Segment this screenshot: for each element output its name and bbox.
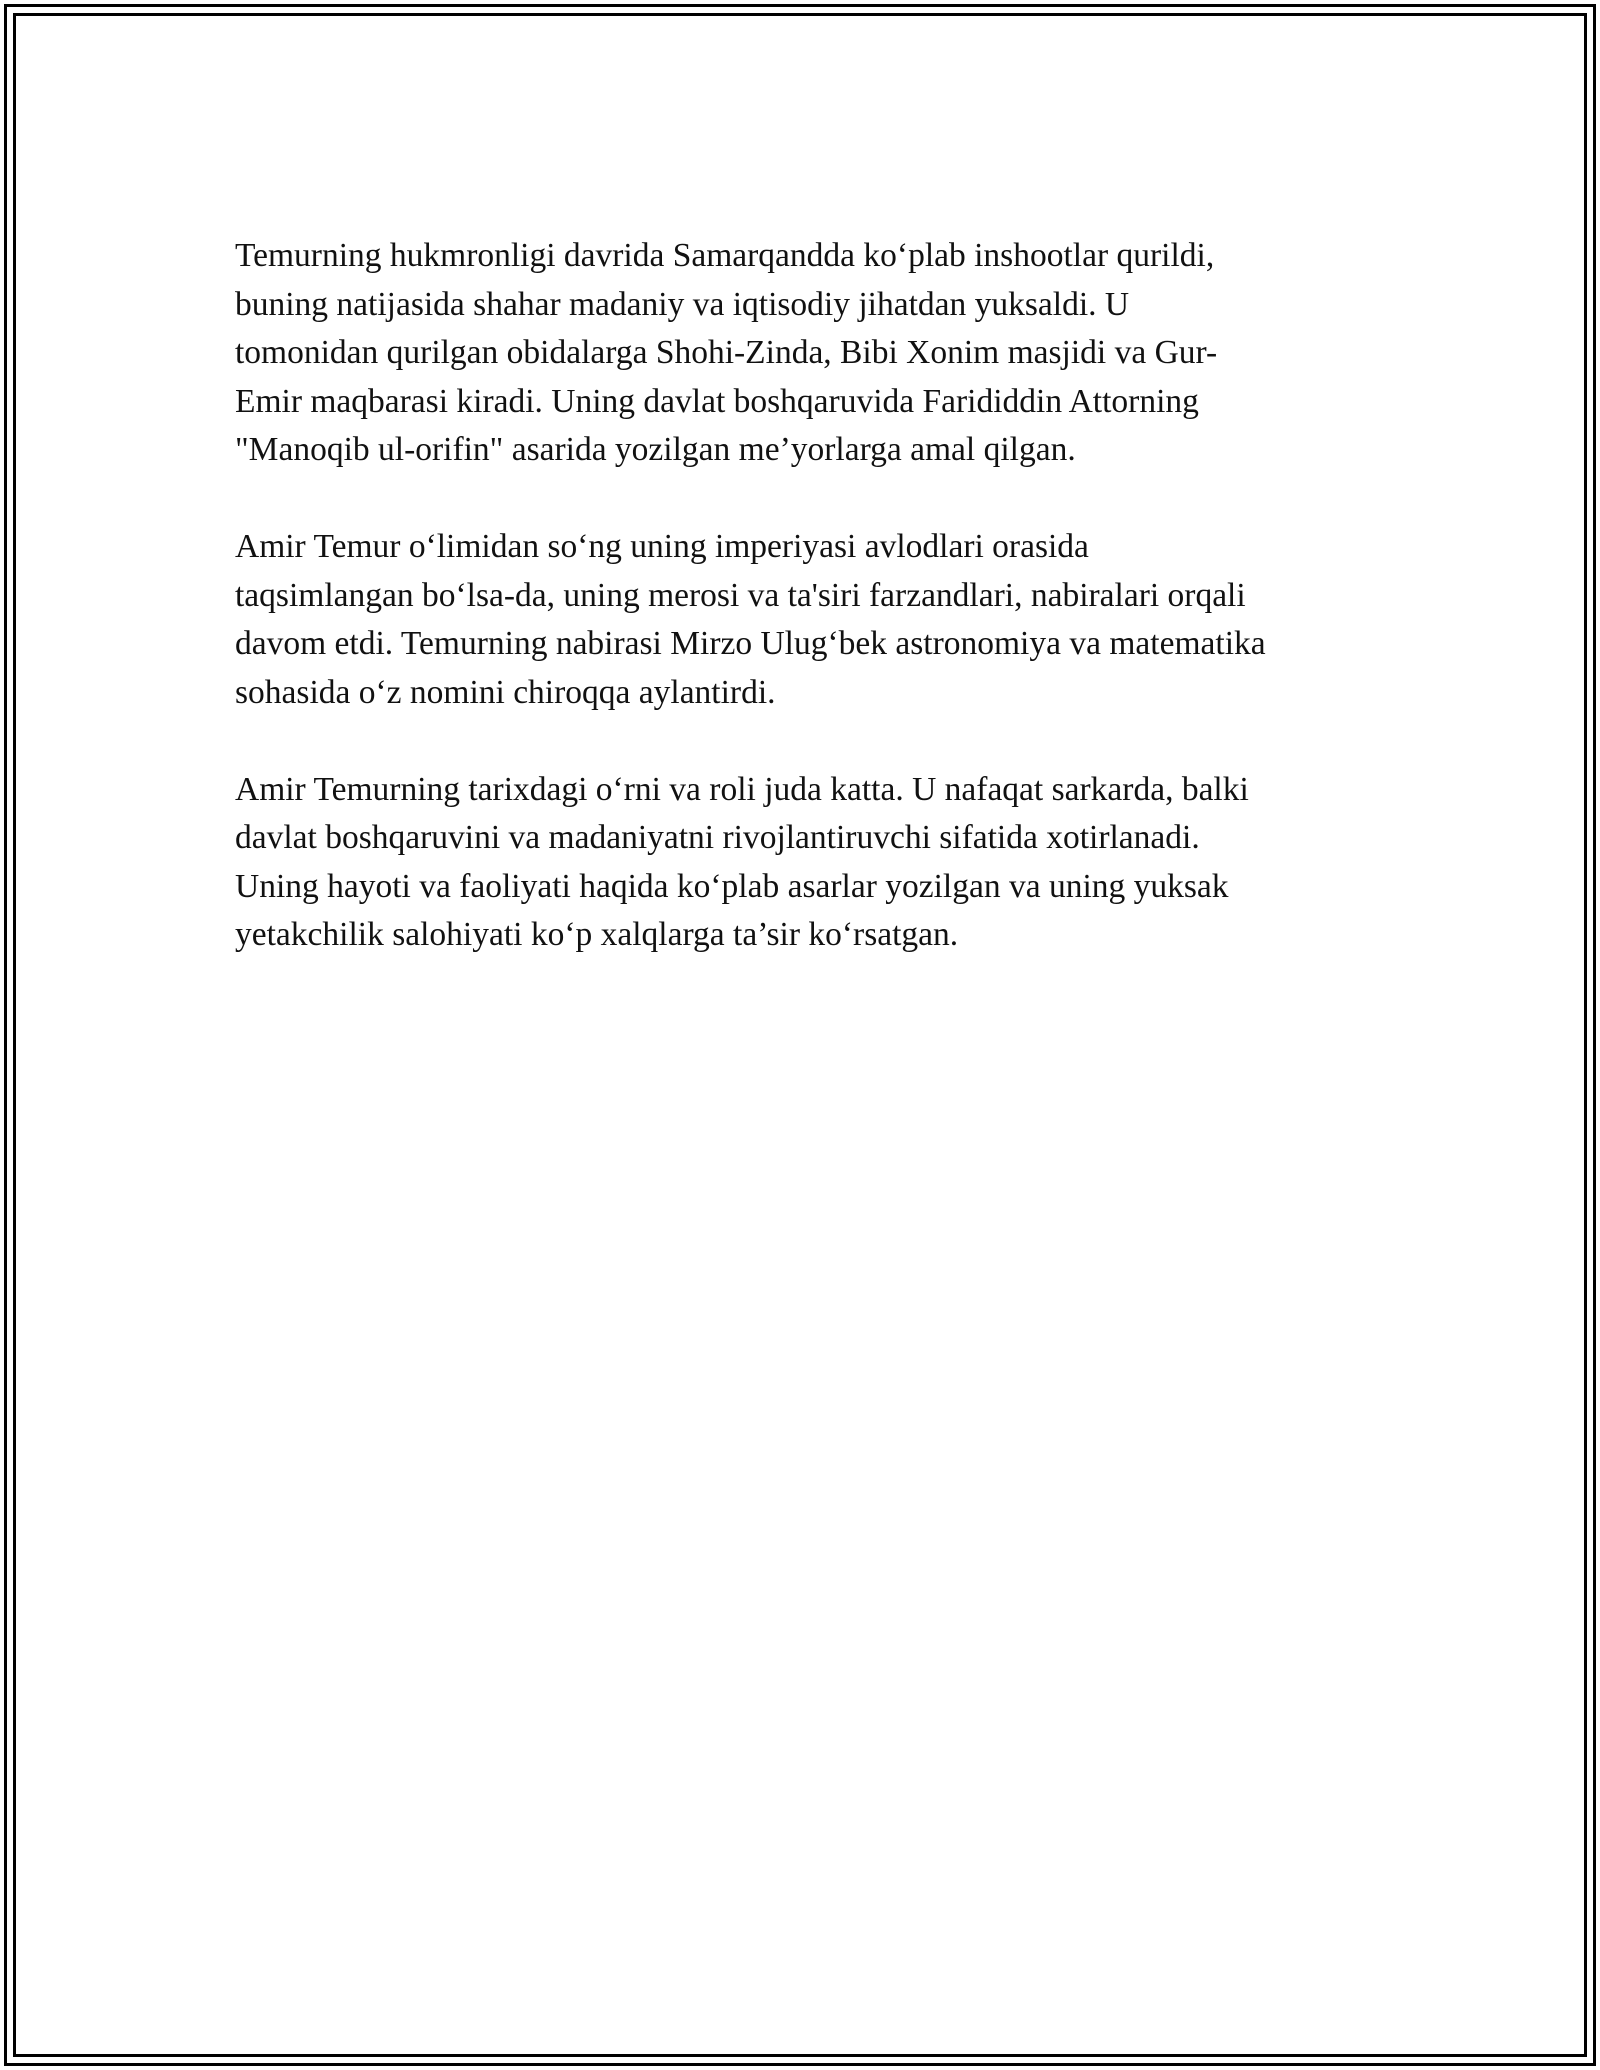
- paragraph-2: [235, 523, 1375, 717]
- paragraph-line: Amir Temur o‘limidan so‘ng uning imperiyasi avlodlari orasida: [235, 528, 1089, 565]
- paragraph-line: davlat boshqaruvini va madaniyatni rivojlantiruvchi sifatida xotirlanadi.: [235, 819, 1200, 856]
- paragraph-line: davom etdi. Temurning nabirasi Mirzo Ulug‘bek astronomiya va matematika: [235, 625, 1266, 662]
- paragraph-line: buning natijasida shahar madaniy va iqtisodiy jihatdan yuksaldi. U: [235, 285, 1130, 323]
- paragraph-line: yetakchilik salohiyati ko‘p xalqlarga ta’sir ko‘rsatgan.: [235, 916, 959, 953]
- paragraph-line: "Manoqib ul-orifin" asarida yozilgan me’yorlarga amal qilgan.: [235, 431, 1076, 468]
- paragraph-3: [235, 766, 1375, 960]
- paragraph-line: sohasida o‘z nomini chiroqqa aylantirdi.: [235, 673, 776, 711]
- paragraph-line: Uning hayoti va faoliyati haqida ko‘plab asarlar yozilgan va uning yuksak: [235, 867, 1229, 905]
- paragraph-1: [235, 232, 1375, 475]
- paragraph-line: taqsimlangan bo‘lsa-da, uning merosi va ta'siri farzandlari, nabiralari orqali: [235, 576, 1246, 614]
- document-body: [235, 232, 1375, 1008]
- paragraph-line: Amir Temurning tarixdagi o‘rni va roli juda katta. U nafaqat sarkarda, balki: [235, 770, 1249, 808]
- paragraph-line: Emir maqbarasi kiradi. Uning davlat boshqaruvida Farididdin Attorning: [235, 382, 1199, 420]
- paragraph-line: Temurning hukmronligi davrida Samarqandda ko‘plab inshootlar qurildi,: [235, 237, 1215, 274]
- paragraph-line: tomonidan qurilgan obidalarga Shohi-Zinda, Bibi Xonim masjidi va Gur-: [235, 334, 1218, 371]
